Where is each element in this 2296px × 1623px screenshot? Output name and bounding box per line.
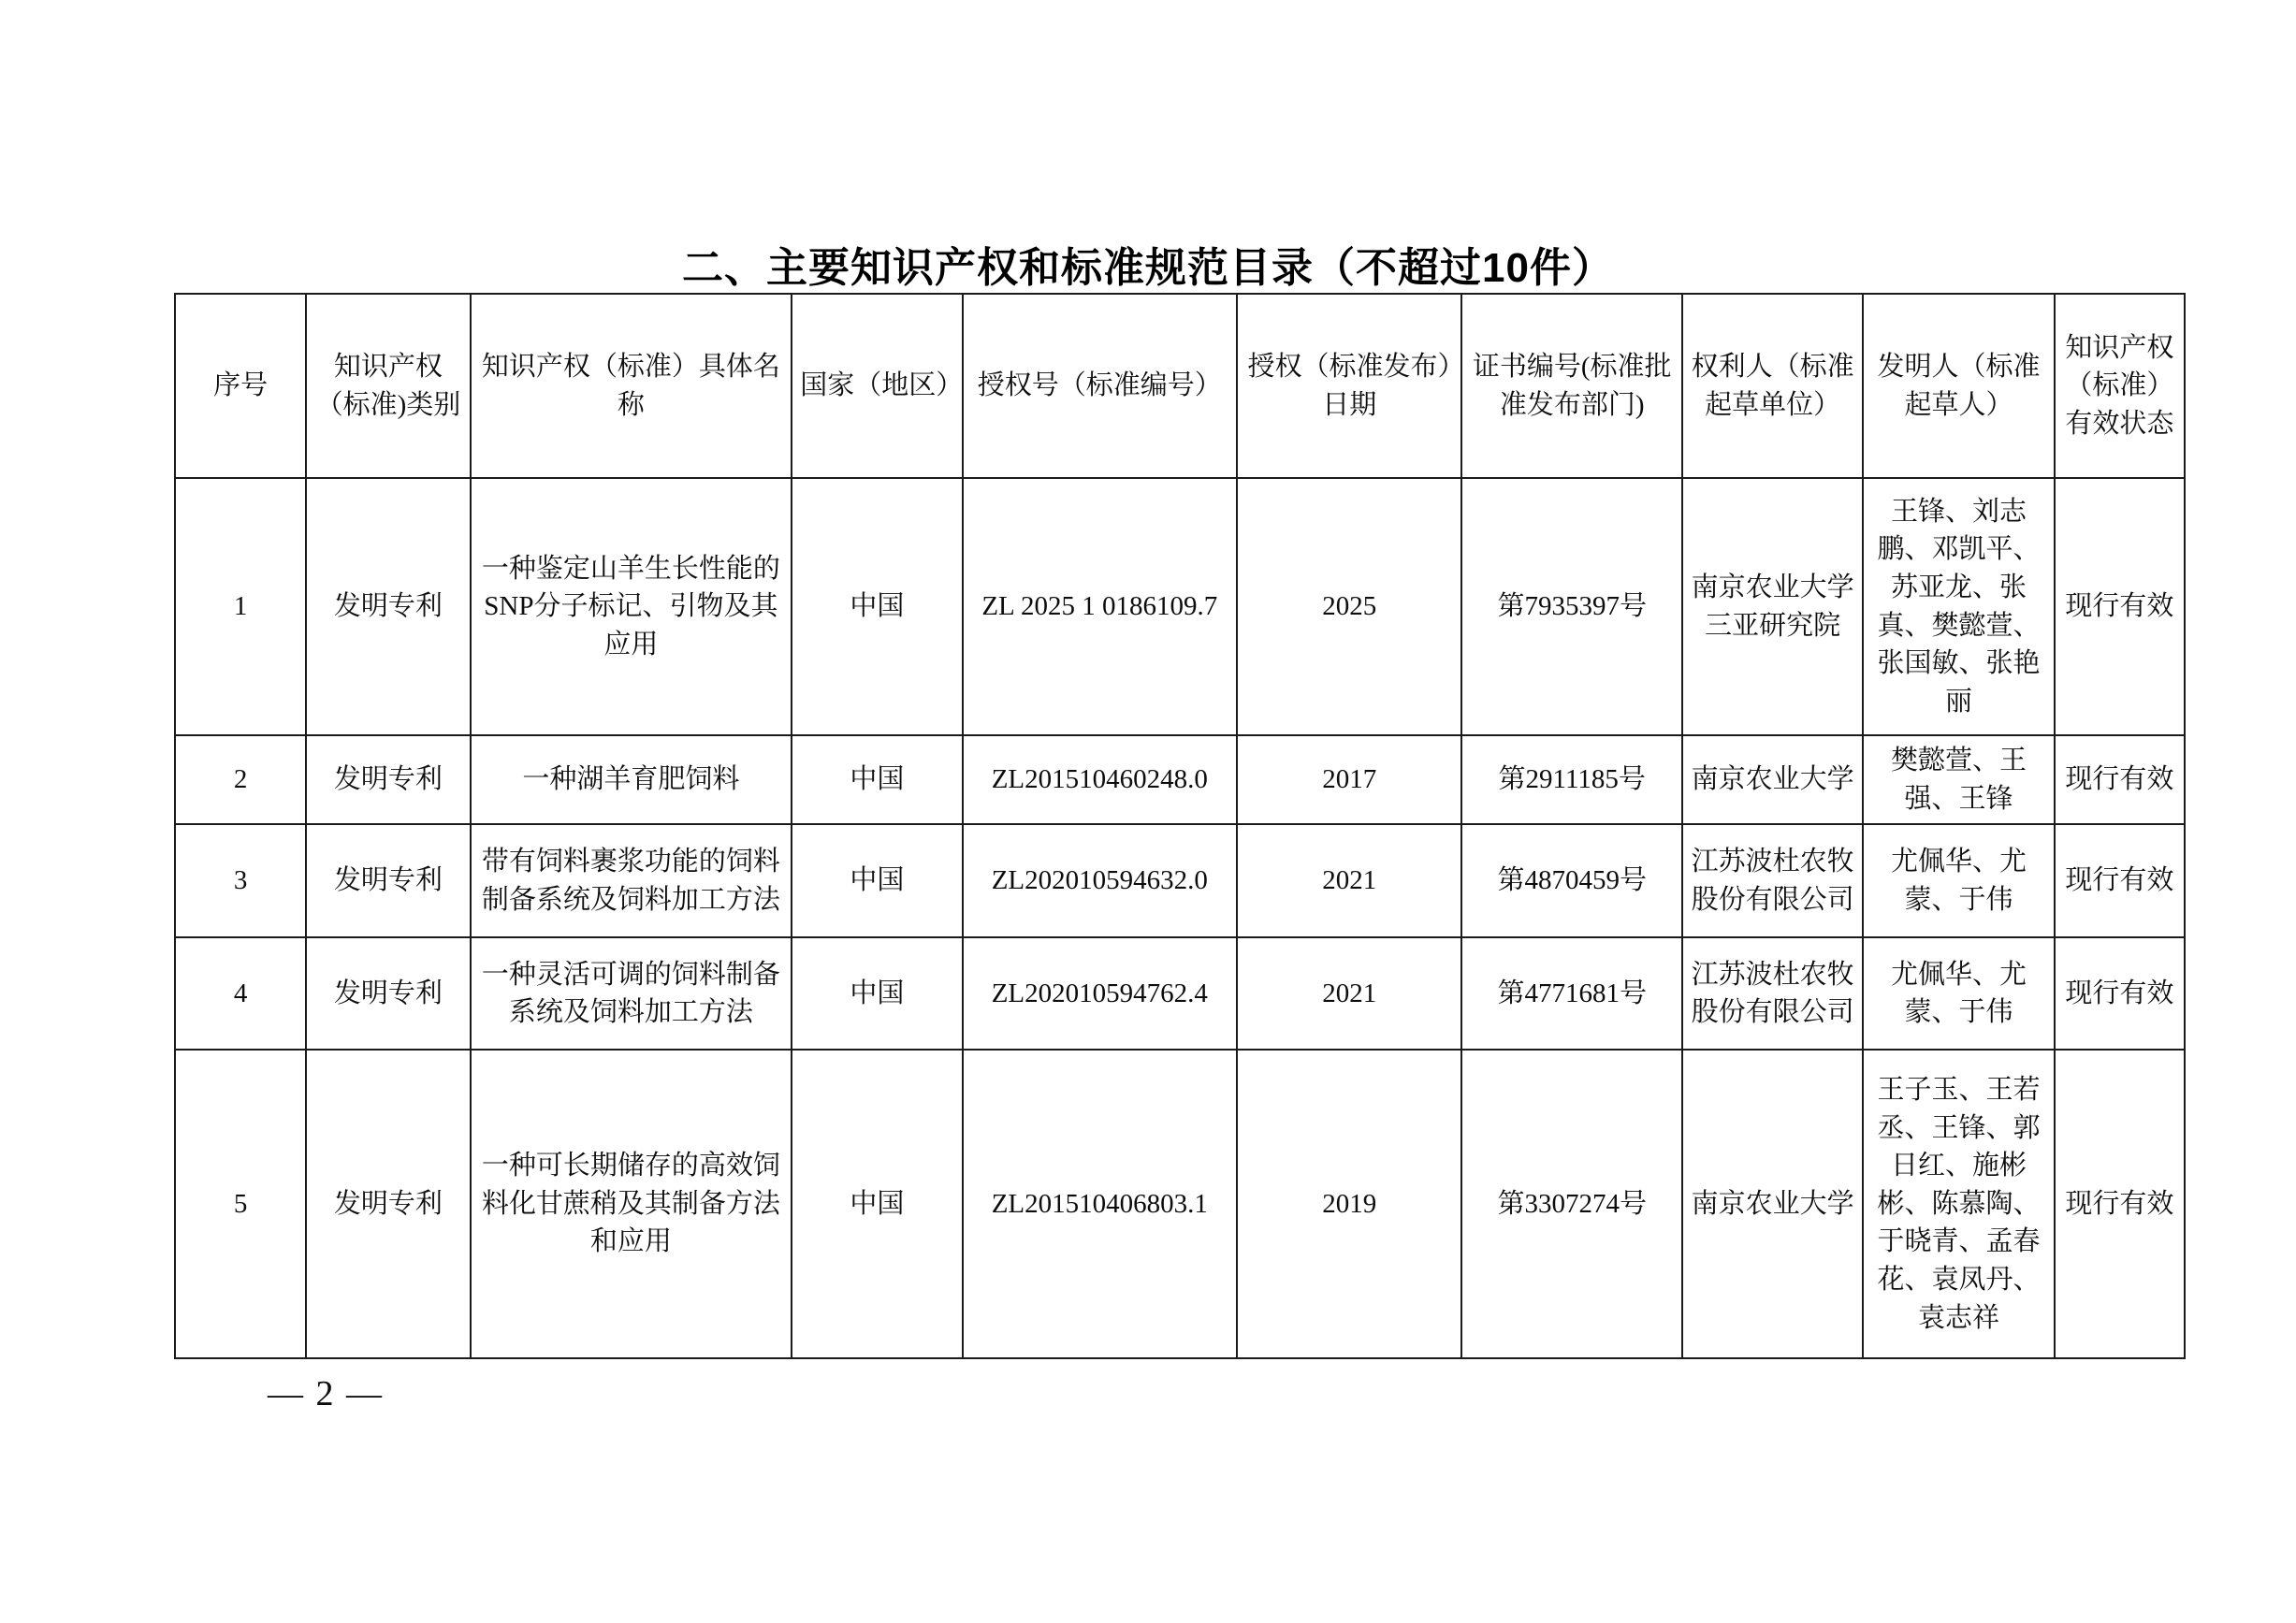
cell-auth-date: 2021 [1237, 824, 1461, 937]
cell-cert-number: 第3307274号 [1461, 1050, 1681, 1358]
cell-status: 现行有效 [2055, 937, 2185, 1050]
cell-rights-holder: 江苏波杜农牧股份有限公司 [1682, 937, 1863, 1050]
cell-name: 一种可长期储存的高效饲料化甘蔗稍及其制备方法和应用 [471, 1050, 792, 1358]
cell-serial: 2 [175, 735, 306, 824]
col-header-status: 知识产权（标准）有效状态 [2055, 294, 2185, 478]
cell-serial: 1 [175, 478, 306, 735]
cell-country: 中国 [792, 824, 962, 937]
cell-country: 中国 [792, 478, 962, 735]
cell-auth-number: ZL201510460248.0 [963, 735, 1238, 824]
table-row [175, 937, 2185, 1050]
cell-inventors: 尤佩华、尤蒙、于伟 [1863, 937, 2054, 1050]
col-header-auth-date: 授权（标准发布）日期 [1237, 294, 1461, 478]
col-header-country: 国家（地区） [792, 294, 962, 478]
cell-name: 一种灵活可调的饲料制备系统及饲料加工方法 [471, 937, 792, 1050]
table-row [175, 735, 2185, 824]
col-header-serial: 序号 [175, 294, 306, 478]
cell-auth-number: ZL202010594762.4 [963, 937, 1238, 1050]
cell-name: 一种鉴定山羊生长性能的SNP分子标记、引物及其应用 [471, 478, 792, 735]
col-header-auth-number: 授权号（标准编号） [963, 294, 1238, 478]
cell-auth-number: ZL202010594632.0 [963, 824, 1238, 937]
cell-country: 中国 [792, 1050, 962, 1358]
cell-auth-date: 2021 [1237, 937, 1461, 1050]
cell-country: 中国 [792, 735, 962, 824]
cell-status: 现行有效 [2055, 1050, 2185, 1358]
col-header-name: 知识产权（标准）具体名称 [471, 294, 792, 478]
cell-inventors: 樊懿萱、王强、王锋 [1863, 735, 2054, 824]
cell-status: 现行有效 [2055, 478, 2185, 735]
table-header-row [175, 294, 2185, 478]
section-title: 二、主要知识产权和标准规范目录（不超过10件） [682, 245, 1614, 291]
cell-cert-number: 第7935397号 [1461, 478, 1681, 735]
cell-inventors: 尤佩华、尤蒙、于伟 [1863, 824, 2054, 937]
cell-category: 发明专利 [306, 824, 470, 937]
cell-category: 发明专利 [306, 735, 470, 824]
cell-rights-holder: 南京农业大学 [1682, 1050, 1863, 1358]
cell-cert-number: 第4771681号 [1461, 937, 1681, 1050]
cell-country: 中国 [792, 937, 962, 1050]
cell-auth-date: 2025 [1237, 478, 1461, 735]
cell-inventors: 王锋、刘志鹏、邓凯平、苏亚龙、张真、樊懿萱、张国敏、张艳丽 [1863, 478, 2054, 735]
cell-category: 发明专利 [306, 1050, 470, 1358]
cell-category: 发明专利 [306, 937, 470, 1050]
cell-cert-number: 第2911185号 [1461, 735, 1681, 824]
table-row [175, 824, 2185, 937]
cell-serial: 4 [175, 937, 306, 1050]
cell-serial: 5 [175, 1050, 306, 1358]
cell-serial: 3 [175, 824, 306, 937]
col-header-category: 知识产权（标准)类别 [306, 294, 470, 478]
cell-rights-holder: 南京农业大学三亚研究院 [1682, 478, 1863, 735]
ip-standards-table [174, 293, 2186, 1359]
cell-name: 一种湖羊育肥饲料 [471, 735, 792, 824]
table-row [175, 478, 2185, 735]
cell-category: 发明专利 [306, 478, 470, 735]
cell-status: 现行有效 [2055, 824, 2185, 937]
page-number: — 2 — [268, 1374, 384, 1413]
cell-auth-date: 2017 [1237, 735, 1461, 824]
cell-rights-holder: 江苏波杜农牧股份有限公司 [1682, 824, 1863, 937]
cell-auth-date: 2019 [1237, 1050, 1461, 1358]
cell-auth-number: ZL201510406803.1 [963, 1050, 1238, 1358]
col-header-cert-number: 证书编号(标准批准发布部门) [1461, 294, 1681, 478]
cell-auth-number: ZL 2025 1 0186109.7 [963, 478, 1238, 735]
col-header-inventors: 发明人（标准起草人） [1863, 294, 2054, 478]
cell-status: 现行有效 [2055, 735, 2185, 824]
cell-name: 带有饲料裹浆功能的饲料制备系统及饲料加工方法 [471, 824, 792, 937]
cell-rights-holder: 南京农业大学 [1682, 735, 1863, 824]
table-row [175, 1050, 2185, 1358]
cell-inventors: 王子玉、王若丞、王锋、郭日红、施彬彬、陈慕陶、于晓青、孟春花、袁凤丹、袁志祥 [1863, 1050, 2054, 1358]
cell-cert-number: 第4870459号 [1461, 824, 1681, 937]
col-header-rights-holder: 权利人（标准起草单位） [1682, 294, 1863, 478]
